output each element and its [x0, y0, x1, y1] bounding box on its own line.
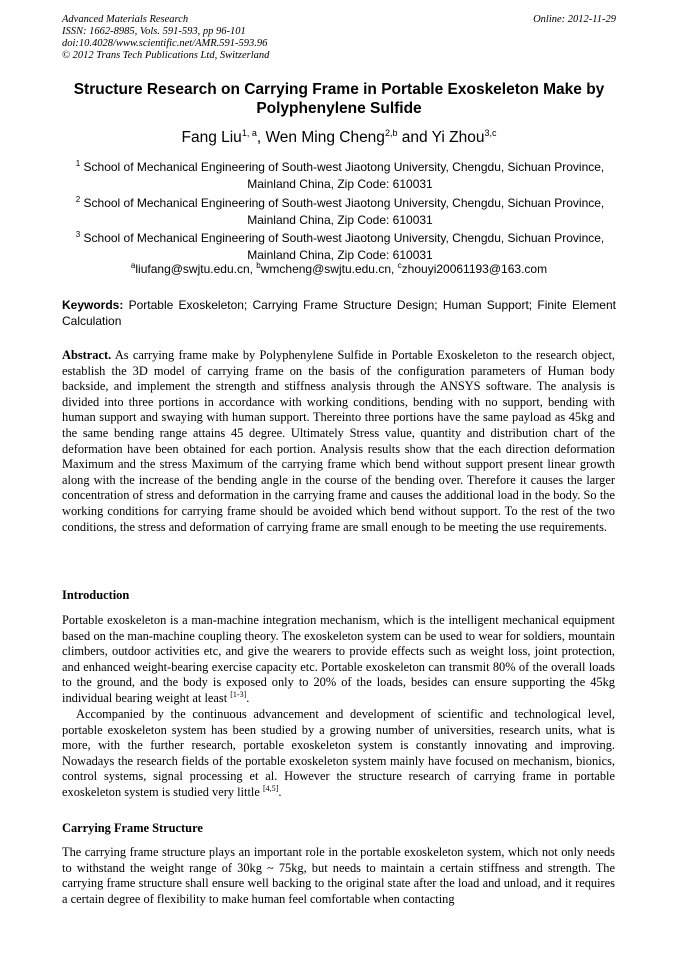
carrying-frame-paragraph-1: [62, 845, 615, 907]
affiliation-line2: Mainland China, Zip Code: 610031: [247, 213, 433, 227]
abstract: [62, 348, 615, 535]
affiliation: [62, 191, 618, 229]
keywords-text: Portable Exoskeleton; Carrying Frame Structure Design; Human Support; Finite Element Calculation: [62, 298, 616, 328]
abstract-text: As carrying frame make by Polyphenylene Sulfide in Portable Exoskeleton to the research object, establish the 3D model of carrying frame on the basis of the configuration parameters of Human body backside, and implement the strength and stiffness analysis through the ANSYS software. The analysis is divided into three portions in accordance with working conditions, bending with no support, bending with human support and swaying with human support. Thereinto three portions have the same payload as 45kg and the same bending range attains 45 degree. Ultimately Stress value, quantity and distribution chart of the deformation have been obtained for each portion. Analysis results show that the each direction deformation Maximum and the stress Maximum of the carrying frame which bend without support present linear growth along with the increase of the bending angle in the course of the bending over. Therefore it causes the larger concentration of stress and deformation in the carrying frame and causes the additional load in the body. So the working conditions for carrying frame should be avoided which bend without support. To the rest of the two conditions, the stress and deformation of carrying frame are small enough to be meeting the use requirements.: [62, 348, 615, 534]
affiliation-line2: Mainland China, Zip Code: 610031: [247, 248, 433, 262]
paper-title: Structure Research on Carrying Frame in Portable Exoskeleton Make by Polyphenylene Sulfide: [73, 81, 605, 117]
section-heading-introduction: Introduction: [62, 588, 130, 602]
email-sup: c: [397, 261, 402, 270]
keywords-label: Keywords:: [62, 298, 124, 312]
author-sup: 1, a: [241, 128, 257, 138]
paragraph-end: .: [246, 690, 250, 705]
online-date: Online: 2012-11-29: [533, 14, 616, 25]
author-list: Fang Liu$^{1, a}$, Wen Ming Cheng$^{2,b}$ and Yi Zhou$^{3,c}$: [181, 128, 497, 147]
email-address[interactable]: wmcheng@swjtu.edu.cn: [260, 262, 391, 276]
paragraph-text: Accompanied by the continuous advancement and development of scientific and technological level, portable exoskeleton system has been studied by a growing number of universities, research units, what is more, with the further research, portable exoskeleton system is constantly innovating and improving. Nowadays the research fields of the portable exoskeleton system mainly have focused on mechanism, bionics, control systems, signal processing et al. However the structure research of carrying frame in portable exoskeleton system is studied very little: [62, 707, 615, 799]
author-name: Fang Liu: [181, 129, 242, 147]
paragraph-text: Portable exoskeleton is a man-machine integration mechanism, which is the intelligent mechanical equipment based on the man-machine coupling theory. The exoskeleton system can be used to wear for soldiers, mountain climbers, outdoor activities etc, and give the wearers to provide effects such as weight loss, joint protection, and enhanced weight-bearing exercise capacity etc. Portable exoskeleton can transmit 80% of the overall loads to the ground, and the body is exposed only to 20% of the loads, besides can ensure supporting the 45kg individual bearing weight at least: [62, 613, 615, 705]
affiliation-line1: School of Mechanical Engineering of South-west Jiaotong University, Chengdu, Sichuan Province,: [83, 231, 605, 245]
affiliation-number: 1: [75, 159, 81, 168]
affiliation-line2: Mainland China, Zip Code: 610031: [247, 177, 433, 191]
email-sup: a: [130, 261, 136, 270]
doi-line: doi:10.4028/www.scientific.net/AMR.591-593.96: [62, 38, 268, 49]
journal-name: Advanced Materials Research: [62, 14, 189, 25]
affiliation-line1: School of Mechanical Engineering of South-west Jiaotong University, Chengdu, Sichuan Province,: [83, 160, 605, 174]
author-sup: 3,c: [484, 128, 497, 138]
author-name: Wen Ming Cheng: [265, 129, 385, 147]
author-sup: 2,b: [384, 128, 398, 138]
keywords: [62, 297, 616, 329]
section-heading-carrying-frame: Carrying Frame Structure: [62, 821, 203, 835]
citation: [4,5]: [262, 783, 279, 793]
affiliation-line1: School of Mechanical Engineering of South-west Jiaotong University, Chengdu, Sichuan Province,: [83, 196, 605, 210]
affiliation: [62, 155, 618, 193]
introduction-paragraph-1: [62, 613, 615, 707]
paragraph-text: The carrying frame structure plays an important role in the portable exoskeleton system, which not only needs to withstand the weight range of 30kg ~ 75kg, but needs to maintain a certain stiffness and strength. The carrying frame structure shall ensure well backing to the original state after the load and unload, and it requires a certain degree of flexibility to make human feel comfortable when contacting: [62, 845, 615, 906]
introduction-paragraph-2: [62, 707, 615, 801]
issn-line: ISSN: 1662-8985, Vols. 591-593, pp 96-101: [62, 26, 246, 37]
paragraph-end: .: [278, 784, 282, 799]
email-sup: b: [256, 261, 261, 270]
email-address[interactable]: zhouyi20061193@163.com: [401, 262, 548, 276]
affiliation-number: 2: [75, 195, 81, 204]
abstract-label: Abstract.: [62, 348, 112, 362]
affiliation: [62, 226, 618, 264]
citation: [1-3]: [230, 689, 247, 699]
author-name: Yi Zhou: [431, 129, 485, 147]
affiliation-number: 3: [75, 230, 81, 239]
email-address[interactable]: liufang@swjtu.edu.cn: [135, 262, 250, 276]
email-list: $^a$liufang@swjtu.edu.cn, $^b$wmcheng@swjtu.edu.cn, $^c$zhouyi20061193@163.com: [130, 261, 548, 276]
journal-header: [62, 14, 616, 62]
copyright-line: © 2012 Trans Tech Publications Ltd, Switzerland: [62, 50, 270, 61]
